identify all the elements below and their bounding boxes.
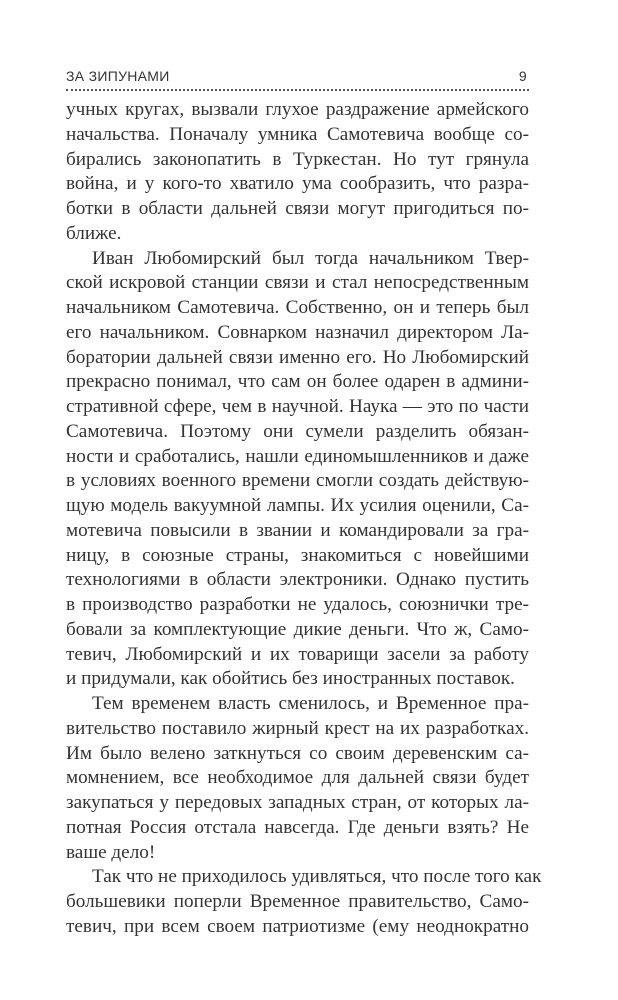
text-line: ботки в области дальней связи могут пригодиться по- (66, 198, 529, 219)
text-line: война, и у кого-то хватило ума сообразить, что разра- (66, 173, 529, 195)
text-line: его начальником. Совнарком назначил директором Ла- (66, 321, 529, 343)
paragraph (66, 692, 529, 865)
text-line: тевич, при всем своем патриотизме (ему неоднократно (66, 915, 529, 937)
text-line: большевики поперли Временное правительство, Само- (66, 891, 529, 912)
text-line: ности и сработались, нашли единомышленников и даже (66, 445, 529, 467)
text-line: прекрасно понимал, что сам он более одарен в админи- (66, 371, 529, 393)
text-line: мотевича повысили в звании и командировали за гра- (66, 519, 529, 541)
page-number: 9 (518, 68, 527, 84)
text-line: и придумали, как обойтись без иностранных поставок. (66, 668, 515, 690)
text-line: бовали за комплектующие дикие деньги. Что ж, Само- (66, 618, 529, 640)
text-line: момнением, все необходимое для дальней связи будет (66, 767, 529, 789)
text-line: потная Россия отстала навсегда. Где деньги взять? Не (66, 816, 529, 838)
text-line: Иван Любомирский был тогда начальником Твер- (92, 247, 529, 269)
text-line: вительство поставило жирный крест на их разработках. (66, 717, 529, 739)
text-line: Самотевича. Поэтому они сумели разделить обязан- (66, 420, 529, 442)
paragraph (66, 247, 529, 693)
text-line: бирались законопатить в Туркестан. Но тут грянула (66, 148, 529, 170)
text-line: учных кругах, вызвали глухое раздражение армейского (66, 99, 529, 120)
text-line: в условиях военного времени смогли создать действую- (66, 470, 529, 492)
dotted-divider (66, 89, 529, 91)
text-line: начальником Самотевича. Собственно, он и теперь был (66, 297, 529, 318)
running-header (66, 66, 529, 88)
paragraph (66, 865, 542, 939)
text-line: в производство разработки не удалось, союзнички тре- (66, 594, 529, 615)
text-line: ближе. (66, 222, 122, 244)
page-body-text (66, 98, 542, 940)
text-line: стративной сфере, чем в научной. Наука — это по части (66, 396, 529, 417)
text-line: закупаться у передовых западных стран, от которых ла- (66, 792, 529, 813)
text-line: тевич, Любомирский и их товарищи засели за работу (66, 643, 529, 665)
text-line: Тем временем власть сменилось, и Временное пра- (92, 693, 529, 714)
paragraph (66, 98, 529, 247)
text-line: Так что не приходилось удивляться, что после того как (92, 866, 542, 888)
text-line: ницу, в союзные страны, знакомиться с новейшими (66, 544, 529, 566)
text-line: ваше дело! (66, 841, 156, 863)
text-line: технологиями в области электроники. Однако пустить (66, 569, 529, 591)
text-line: начальства. Поначалу умника Самотевича вообще со- (66, 123, 529, 145)
text-line: боратории дальней связи именно его. Но Любомирский (66, 346, 529, 368)
running-header-title: ЗА ЗИПУНАМИ (66, 68, 170, 84)
text-line: Им было велено заткнуться со своим деревенским са- (66, 742, 529, 764)
text-line: щую модель вакуумной лампы. Их усилия оценили, Са- (66, 495, 529, 516)
text-line: ской искровой станции связи и стал непосредственным (66, 272, 529, 294)
